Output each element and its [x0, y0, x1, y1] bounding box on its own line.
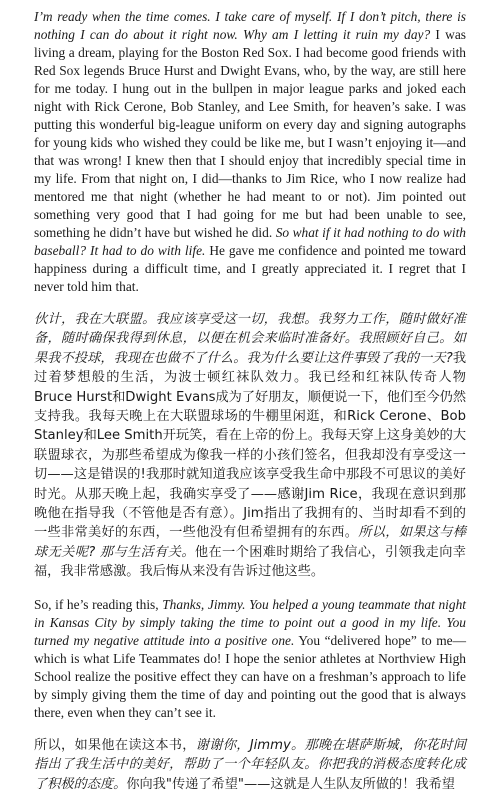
paragraph-chinese-1	[34, 310, 466, 582]
body-text: 我过着梦想般的生活，为波士顿红袜队效力。我已经和红袜队传奇人物Bruce Hurst和Dwight Evans成为了好朋友，顺便说一下，他们至今仍然支持我。我每天晚上在大联盟球场的牛棚里闲逛，和Rick Cerone、Bob Stanley和Lee Smith开玩笑，看在上帝的份上。我每天穿上这身美妙的大联盟球衣，为那些希望成为像我一样的小孩们签名，但我却没有享受这一切——这是错误的!我那时就知道我应该享受我生命中那段不可思议的美好时光。从那天晚上起，我确实享受了——感谢Jim Rice，我现在意识到那晚他在指导我（不管他是否有意）。Jim指出了我拥有的、当时却看不到的一些非常美好的东西，一些他没有但希望拥有的东西。	[34, 350, 467, 541]
italic-quote: I’m ready when the time comes. I take care of myself. If I don’t pitch, there is nothing I can do about it right now. Why am I letting it ruin my day?	[34, 9, 466, 42]
body-text: He gave me confidence and pointed me toward happiness during a difficult time, and I greatly appreciated it. I regret that I never told him that.	[34, 243, 467, 294]
body-text: So, if he’s reading this,	[34, 596, 163, 612]
italic-quote: 伙计，我在大联盟。我应该享受这一切，我想。我努力工作，随时做好准备，随时确保我得到休息，以便在机会来临时准备好。我照顾好自己。如果我不投球，我现在也做不了什么。我为什么要让这件事毁了我的一天?	[34, 312, 466, 366]
paragraph-chinese-2	[34, 736, 466, 794]
italic-quote: 所以，如果这与棒球无关呢? 那与生活有关。	[34, 525, 467, 560]
italic-quote: So what if it had nothing to do with baseball? It had to do with life.	[34, 225, 466, 258]
paragraph-english-1	[34, 8, 466, 296]
paragraph-english-2	[34, 596, 466, 722]
body-text: 你向我"传递了希望"——这就是人生队友所做的！我希望	[126, 776, 455, 792]
italic-quote: 谢谢你，Jimmy。那晚在堪萨斯城，你花时间指出了我生活中的美好，帮助了一个年轻队友。你把我的消极态度转化成了积极的态度。	[34, 737, 467, 792]
italic-quote: Thanks, Jimmy. You helped a young teammate that night in Kansas City by simply taking the time to point out a good in my life. You turned my negative attitude into a positive one.	[34, 596, 466, 648]
body-text: 他在一个困难时期给了我信心，引领我走向幸福，我非常感激。我后悔从来没有告诉过他这些。	[34, 544, 466, 580]
body-text: You “delivered hope” to me—which is what Life Teammates do! I hope the senior athletes at Northview High School realize the positive effect they can have on a freshman’s approach to life by simply giving them the time of day and pointing out the good that is always there, even when they can’t see it.	[34, 632, 467, 720]
body-text: 所以，如果他在读这本书，	[34, 737, 196, 753]
body-text: I was living a dream, playing for the Boston Red Sox. I had become good friends with Red Sox legends Bruce Hurst and Dwight Evans, who, by the way, are still here for me today. I hung out in the bullpen in major league parks and joked each night with Rick Cerone, Bob Stanley, and Lee Smith, for heaven’s sake. I was putting this wonderful big-league uniform on every day and signing autographs for young kids who wished they could be like me, but I wasn’t enjoying it—and that was wrong! I knew then that I should enjoy that incredibly special time in my life. From that night on, I did—thanks to Jim Rice, who I now realize had mentored me that night (whether he had meant to or not). Jim pointed out something very good that I had going for me but had been unable to see, something he didn’t have but wished he did.	[34, 27, 466, 240]
